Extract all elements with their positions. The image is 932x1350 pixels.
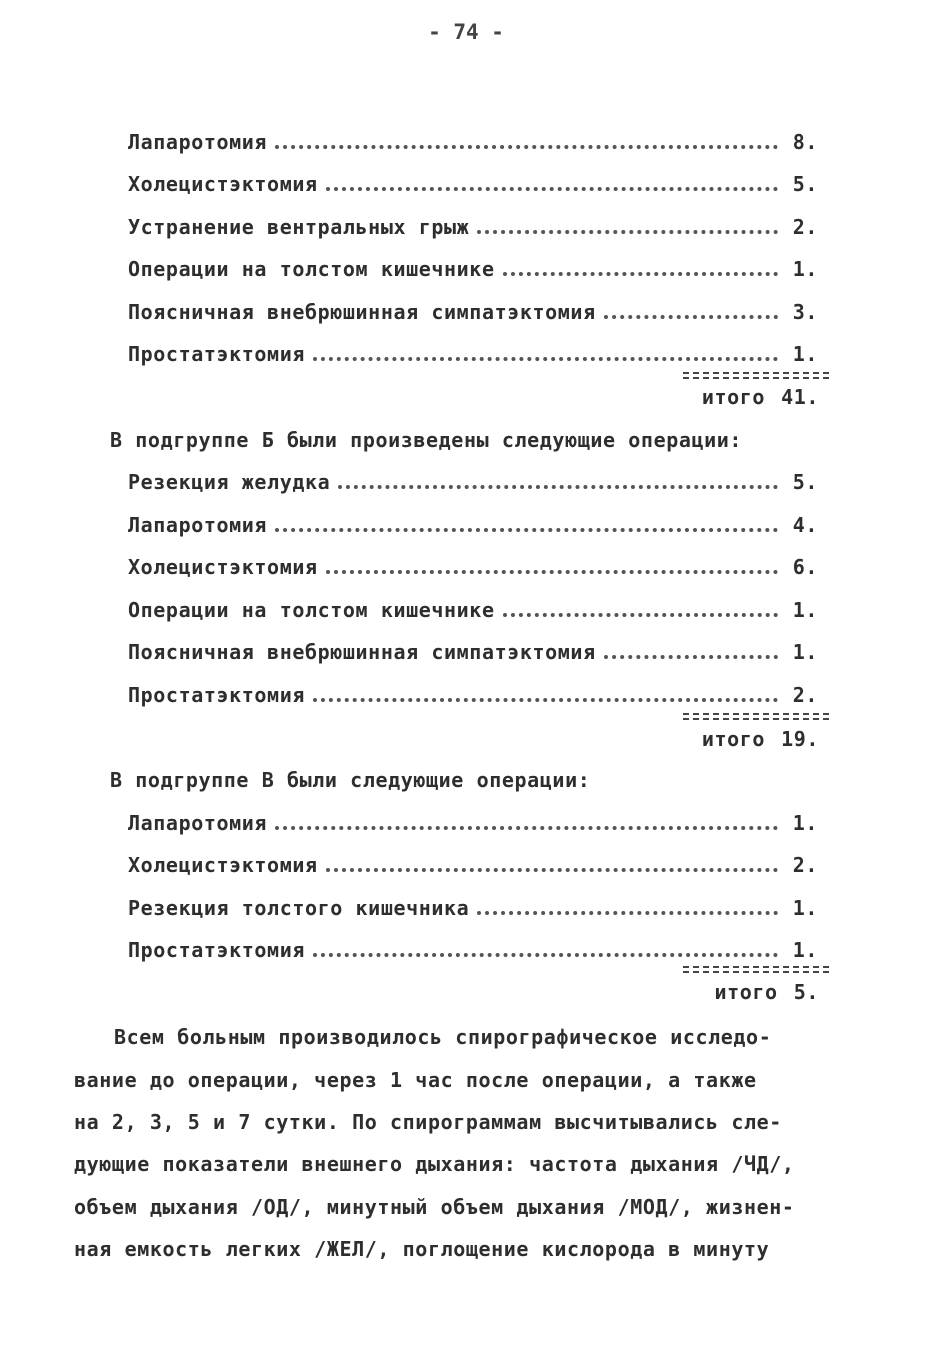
total-value: 19. [781,727,819,751]
dot-leader [313,953,778,957]
list-item [128,339,818,369]
item-label: Холецистэктомия [128,853,318,877]
item-label: Холецистэктомия [128,555,318,579]
item-label: Простатэктомия [128,342,305,366]
sum-rule [683,377,829,379]
paragraph-line: дующие показатели внешнего дыхания: частота дыхания /ЧД/, [74,1152,795,1176]
item-value: 1. [792,598,818,622]
dot-leader [604,315,778,319]
total-label: итого [714,980,778,1004]
section-heading: В подгруппе Б были произведены следующие операции: [110,428,743,452]
sum-rule [683,971,829,973]
item-value: 2. [792,853,818,877]
dot-leader [326,570,778,574]
item-value: 1. [792,896,818,920]
item-value: 1. [792,257,818,281]
list-item [128,169,818,199]
total-value: 5. [793,980,819,1004]
item-label: Операции на толстом кишечнике [128,257,495,281]
list-item [128,595,818,625]
item-value: 2. [792,683,818,707]
item-label: Резекция толстого кишечника [128,896,470,920]
item-value: 1. [792,811,818,835]
list-item [128,808,818,838]
section-heading: В подгруппе В были следующие операции: [110,768,591,792]
list-item [128,850,818,880]
total-value: 41. [781,385,819,409]
item-value: 4. [792,513,818,537]
item-value: 1. [792,938,818,962]
item-label: Резекция желудка [128,470,331,494]
paragraph-line: объем дыхания /ОД/, минутный объем дыхания /МОД/, жизнен- [74,1195,795,1219]
total-label: итого [701,727,766,751]
item-value: 2. [792,215,818,239]
dot-leader [338,485,778,489]
item-label: Лапаротомия [128,513,268,537]
item-label: Операции на толстом кишечнике [128,598,495,622]
item-value: 3. [792,300,818,324]
item-label: Лапаротомия [128,130,268,154]
paragraph-line: Всем больным производилось спирографическое исследо- [114,1025,772,1049]
list-item [128,510,818,540]
item-value: 6. [792,555,818,579]
total-row [683,977,819,1007]
dot-leader [313,357,778,361]
dot-leader [503,613,778,617]
item-label: Устранение вентральных грыж [128,215,470,239]
sum-rule [683,372,829,374]
dot-leader [275,826,778,830]
page-number: - 74 - [428,20,504,44]
dot-leader [477,230,778,234]
list-item [128,680,818,710]
item-label: Поясничная внебрюшинная симпатэктомия [128,300,596,324]
dot-leader [503,272,778,276]
paragraph-line: вание до операции, через 1 час после операции, а также [74,1068,757,1092]
item-value: 5. [792,470,818,494]
item-label: Поясничная внебрюшинная симпатэктомия [128,640,596,664]
item-value: 1. [792,342,818,366]
item-label: Простатэктомия [128,683,305,707]
sum-rule [683,713,829,715]
dot-leader [604,655,778,659]
paragraph-line: на 2, 3, 5 и 7 сутки. По спирограммам высчитывались сле- [74,1110,782,1134]
total-row [683,382,819,412]
paragraph-line: ная емкость легких /ЖЕЛ/, поглощение кислорода в минуту [74,1237,770,1261]
list-item [128,893,818,923]
dot-leader [275,145,778,149]
dot-leader [275,528,778,532]
item-value: 1. [792,640,818,664]
total-label: итого [701,385,766,409]
dot-leader [326,868,778,872]
sum-rule [683,966,829,968]
list-item [128,212,818,242]
sum-rule [683,718,829,720]
list-item [128,467,818,497]
total-row [683,724,819,754]
list-item [128,254,818,284]
item-value: 8. [792,130,818,154]
list-item [128,637,818,667]
list-item [128,935,818,965]
item-value: 5. [792,172,818,196]
list-item [128,297,818,327]
dot-leader [313,698,778,702]
list-item [128,552,818,582]
dot-leader [477,911,778,915]
item-label: Простатэктомия [128,938,305,962]
item-label: Холецистэктомия [128,172,318,196]
item-label: Лапаротомия [128,811,268,835]
list-item [128,127,818,157]
dot-leader [326,187,778,191]
